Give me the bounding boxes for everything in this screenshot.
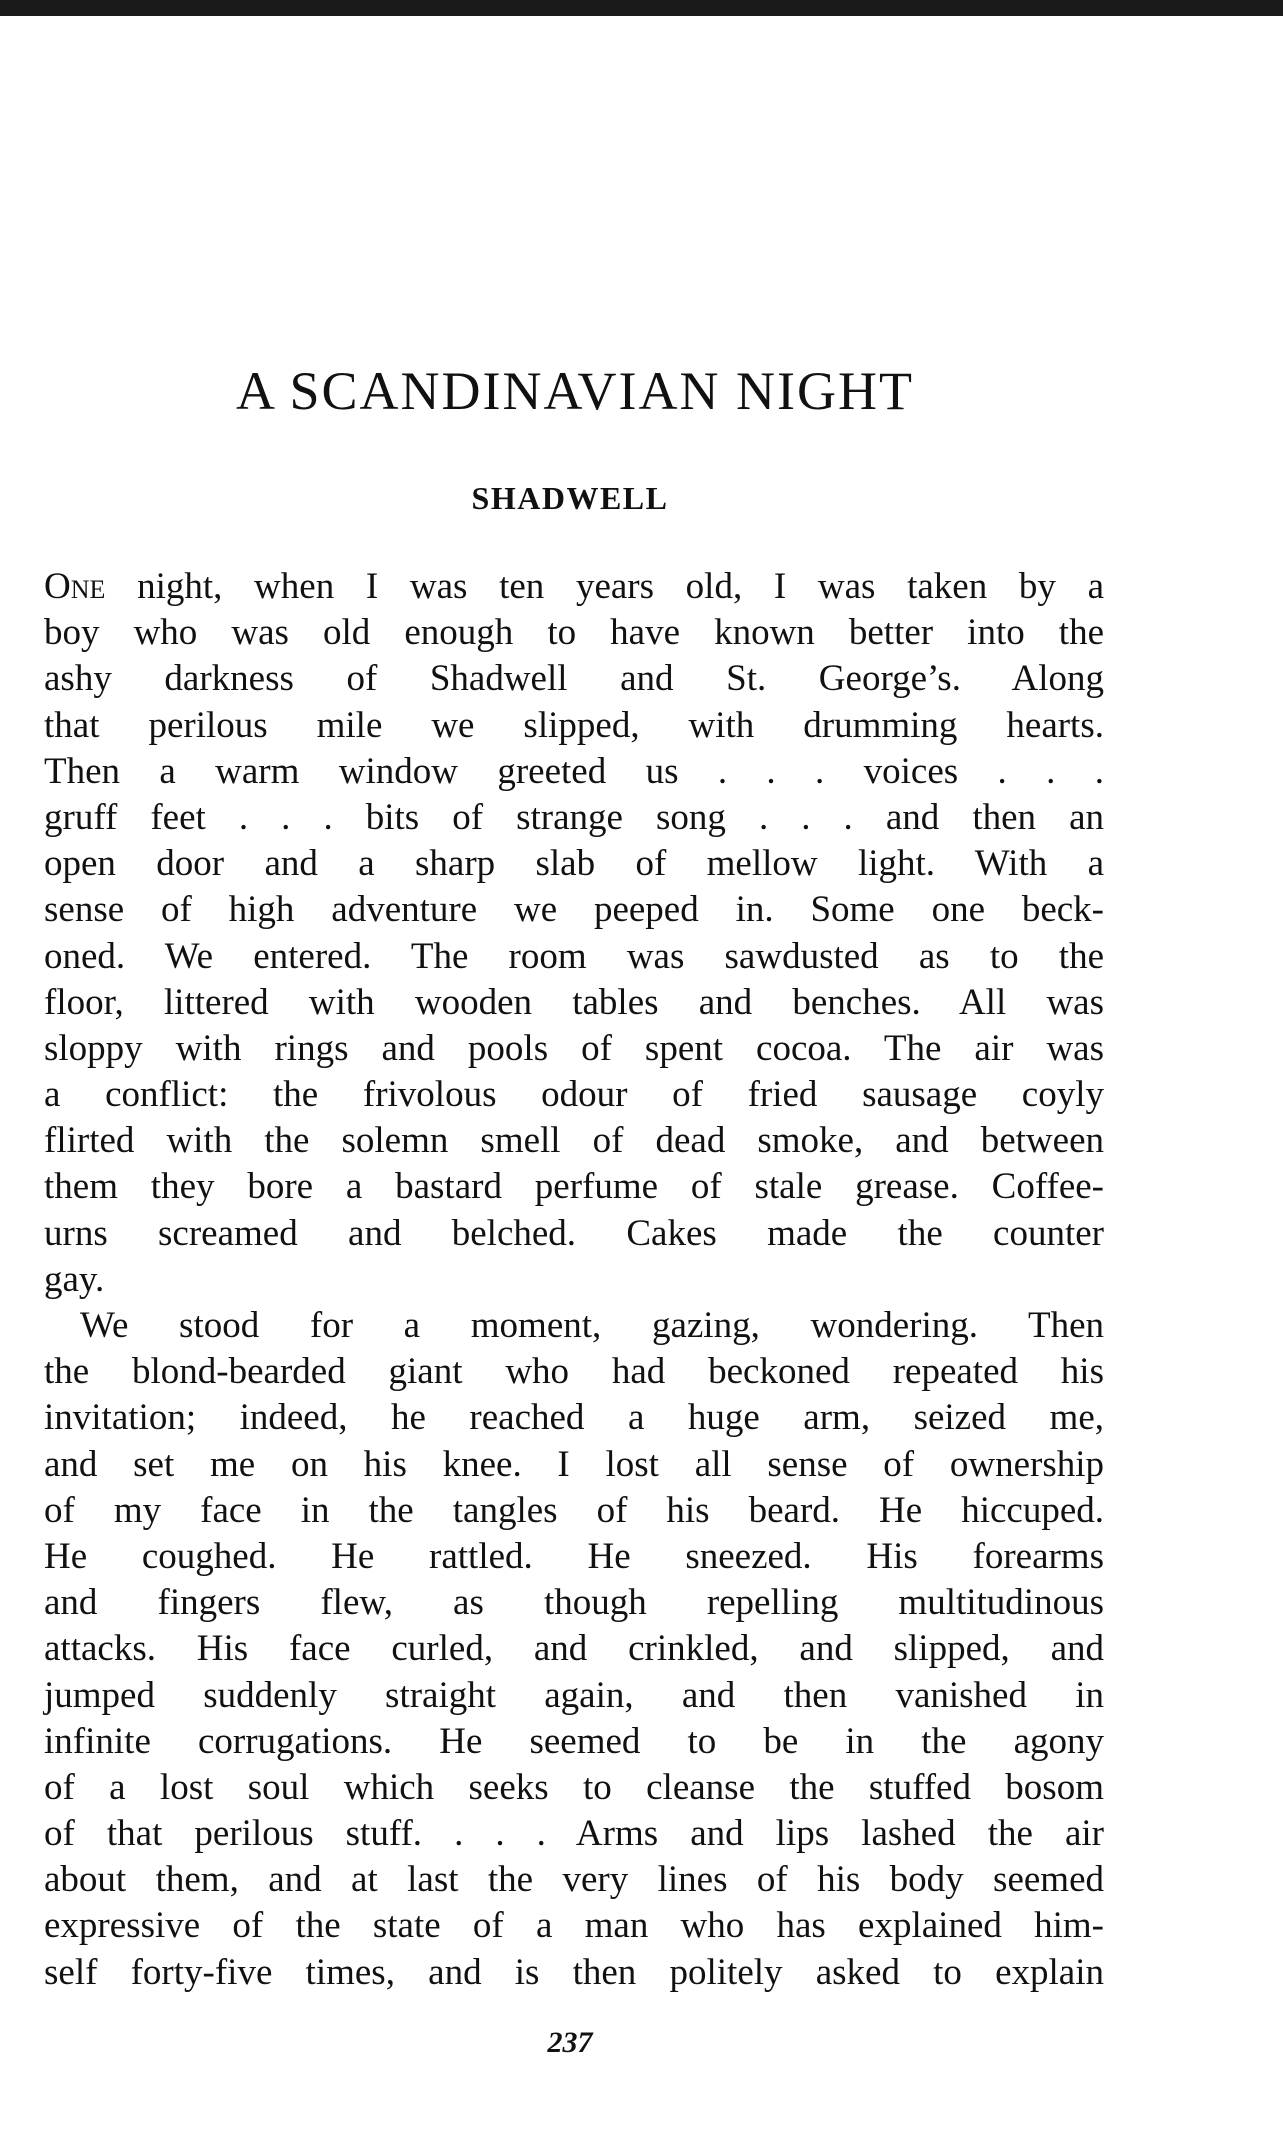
text-line: expressive of the state of a man who has explained him- xyxy=(44,1905,1104,1947)
text-line: of a lost soul which seeks to cleanse the stuffed bosom xyxy=(44,1766,1104,1808)
text-line: gay. xyxy=(44,1258,105,1300)
body-text xyxy=(44,564,1104,1996)
text-line: gruff feet . . . bits of strange song . . . and then an xyxy=(44,796,1104,838)
text-line: and set me on his knee. I lost all sense of ownership xyxy=(44,1443,1104,1485)
text-line: infinite corrugations. He seemed to be in the agony xyxy=(44,1720,1104,1762)
chapter-title: A SCANDINAVIAN NIGHT xyxy=(235,361,914,421)
text-line: and fingers flew, as though repelling multitudinous xyxy=(44,1582,1104,1624)
text-line: jumped suddenly straight again, and then vanished in xyxy=(44,1674,1104,1716)
text-line: flirted with the solemn smell of dead smoke, and between xyxy=(44,1120,1104,1162)
drop-word: One xyxy=(44,566,106,607)
text-line: Then a warm window greeted us . . . voices . . . xyxy=(44,750,1104,792)
text-line: urns screamed and belched. Cakes made the counter xyxy=(44,1212,1104,1254)
text-line: One night, when I was ten years old, I was taken by a xyxy=(44,566,1104,607)
text-line: of that perilous stuff. . . . Arms and lips lashed the air xyxy=(44,1813,1104,1855)
text-line: that perilous mile we slipped, with drumming hearts. xyxy=(44,704,1104,746)
paragraph-1 xyxy=(44,564,1104,1303)
text-line: the blond-bearded giant who had beckoned repeated his xyxy=(44,1351,1104,1393)
text-line: boy who was old enough to have known better into the xyxy=(44,612,1104,654)
text-line: of my face in the tangles of his beard. He hiccuped. xyxy=(44,1489,1104,1531)
text-line: self forty-five times, and is then politely asked to explain xyxy=(44,1951,1104,1993)
text-line: sense of high adventure we peeped in. Some one beck- xyxy=(44,889,1104,931)
text-line: a conflict: the frivolous odour of fried sausage coyly xyxy=(44,1074,1104,1116)
text-line: We stood for a moment, gazing, wondering. Then xyxy=(80,1305,1104,1346)
page-number: 237 xyxy=(547,2026,593,2059)
paragraph-2 xyxy=(44,1303,1104,1996)
text-line: ashy darkness of Shadwell and St. George’s. Along xyxy=(44,658,1104,700)
text-line: attacks. His face curled, and crinkled, and slipped, and xyxy=(44,1628,1104,1670)
text-line: open door and a sharp slab of mellow light. With a xyxy=(44,843,1104,885)
text-line: them they bore a bastard perfume of stale grease. Coffee- xyxy=(44,1166,1104,1208)
text-line: about them, and at last the very lines of his body seemed xyxy=(44,1859,1104,1901)
text-line: floor, littered with wooden tables and benches. All was xyxy=(44,981,1104,1023)
chapter-subtitle: SHADWELL xyxy=(471,480,669,516)
text-line: oned. We entered. The room was sawdusted as to the xyxy=(44,935,1104,977)
text-line: sloppy with rings and pools of spent cocoa. The air was xyxy=(44,1027,1104,1069)
text-line: invitation; indeed, he reached a huge arm, seized me, xyxy=(44,1397,1104,1439)
text-line: He coughed. He rattled. He sneezed. His forearms xyxy=(44,1535,1104,1577)
